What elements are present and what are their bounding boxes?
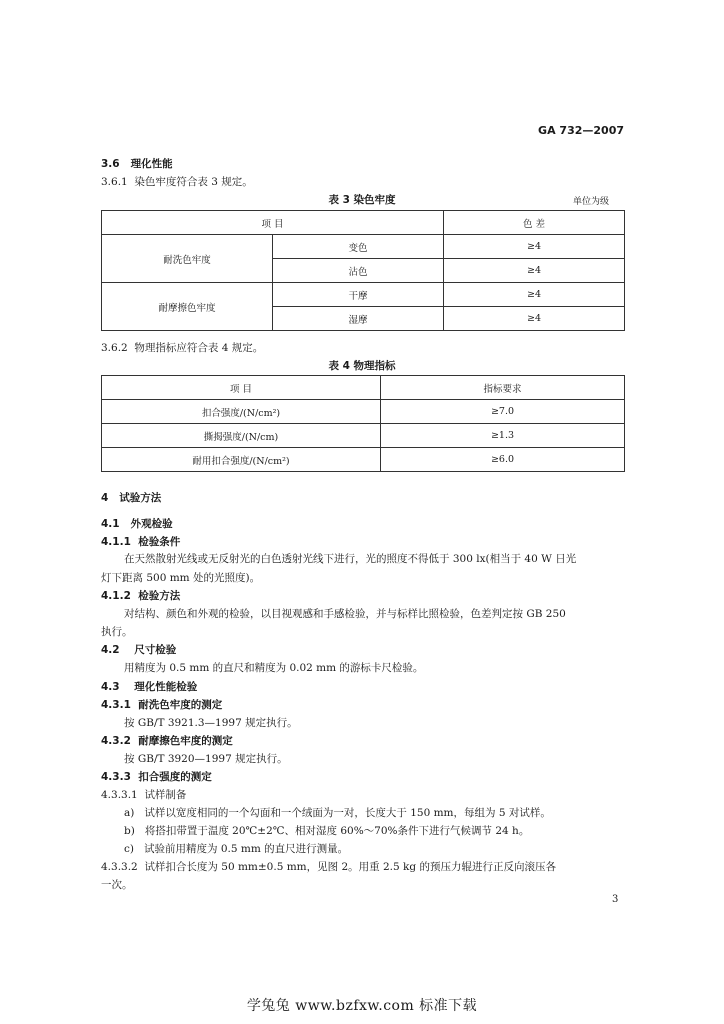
section-title: 尺寸检验	[134, 644, 177, 656]
paragraph-line	[101, 860, 556, 874]
section-heading	[101, 680, 197, 694]
table-cell: 耐用扣合强度/(N/cm²)	[102, 448, 381, 472]
table3	[101, 210, 625, 331]
paragraph	[101, 175, 253, 189]
section-number: 4.1.1	[101, 536, 131, 548]
table-cell: 变色	[273, 235, 444, 259]
section-heading	[101, 491, 161, 505]
section-number: 3.6.2	[101, 342, 128, 354]
table-cell: ≥4	[444, 259, 625, 283]
paragraph-text: 试样扣合长度为 50 mm±0.5 mm，见图 2。用重 2.5 kg 的预压力辊进行正反向滚压各	[144, 861, 556, 873]
paragraph	[101, 341, 263, 355]
section-title: 理化性能检验	[134, 681, 198, 693]
paragraph-line: 用精度为 0.5 mm 的直尺和精度为 0.02 mm 的游标卡尺检验。	[124, 662, 424, 674]
section-title: 外观检验	[130, 518, 173, 530]
table-row	[102, 400, 625, 424]
table-cell: ≥4	[444, 235, 625, 259]
table-header-cell: 项 目	[102, 211, 444, 235]
section-number: 3.6	[101, 158, 120, 170]
list-item	[124, 806, 551, 820]
list-label: b)	[124, 825, 135, 837]
paragraph-line: 按 GB/T 3920—1997 规定执行。	[124, 753, 288, 765]
table-header-row	[102, 376, 625, 400]
section-heading	[101, 517, 173, 531]
table-cell: ≥1.3	[381, 424, 625, 448]
paragraph-line: 对结构、颜色和外观的检验，以目视观感和手感检验，并与标样比照检验，色差判定按 GB 250	[124, 608, 566, 620]
table-cell: ≥7.0	[381, 400, 625, 424]
paragraph-line: 灯下距离 500 mm 处的光照度)。	[101, 572, 261, 584]
table-cell: 撕揭强度/(N/cm)	[102, 424, 381, 448]
section-heading	[101, 698, 222, 712]
list-item	[124, 824, 529, 838]
section-title: 耐洗色牢度的测定	[138, 699, 223, 711]
section-title: 耐摩擦色牢度的测定	[138, 735, 233, 747]
document-code: GA 732—2007	[538, 124, 624, 137]
section-number: 4	[101, 492, 109, 504]
table-cell: 干摩	[273, 283, 444, 307]
table-row	[102, 283, 625, 307]
section-heading	[101, 734, 233, 748]
section-title: 试验方法	[119, 492, 162, 504]
section-heading	[101, 535, 180, 549]
footer-watermark: 学兔兔 www.bzfxw.com 标准下载	[246, 998, 478, 1014]
list-label: a)	[124, 807, 135, 819]
paragraph-line: 在天然散射光线或无反射光的白色透射光线下进行，光的照度不得低于 300 lx(相当于 40 W 日光	[124, 553, 577, 565]
table-cell: ≥6.0	[381, 448, 625, 472]
section-title: 理化性能	[130, 158, 173, 170]
table4-caption: 表 4 物理指标	[328, 360, 396, 372]
table-header-cell: 色 差	[444, 211, 625, 235]
section-number: 4.1.2	[101, 590, 131, 602]
table4	[101, 375, 625, 472]
table-cell: ≥4	[444, 307, 625, 331]
section-number: 4.3.3.2	[101, 861, 138, 873]
paragraph-text: 物理指标应符合表 4 规定。	[134, 342, 264, 354]
section-number: 4.3	[101, 681, 120, 693]
table3-unit: 单位为级	[573, 197, 610, 207]
list-text: 试样以宽度相同的一个勾面和一个绒面为一对，长度大于 150 mm，每组为 5 对试样。	[144, 807, 551, 819]
section-number: 4.2	[101, 644, 120, 656]
paragraph-line: 一次。	[101, 879, 133, 891]
section-number: 3.6.1	[101, 176, 128, 188]
list-item	[124, 842, 348, 856]
list-label: c)	[124, 843, 134, 855]
table-row	[102, 424, 625, 448]
section-heading	[101, 589, 180, 603]
paragraph-line: 执行。	[101, 626, 133, 638]
section-number: 4.3.1	[101, 699, 131, 711]
table-header-cell: 指标要求	[381, 376, 625, 400]
paragraph-line: 按 GB/T 3921.3—1997 规定执行。	[124, 717, 298, 729]
table-cell: 湿摩	[273, 307, 444, 331]
section-heading	[101, 788, 186, 802]
table-cell: 耐洗色牢度	[102, 235, 273, 283]
table-cell: 沾色	[273, 259, 444, 283]
section-number: 4.3.3.1	[101, 789, 138, 801]
table-row	[102, 448, 625, 472]
table-cell: 扣合强度/(N/cm²)	[102, 400, 381, 424]
table-cell: ≥4	[444, 283, 625, 307]
section-number: 4.3.3	[101, 771, 131, 783]
page-number: 3	[612, 894, 619, 905]
section-title: 扣合强度的测定	[138, 771, 212, 783]
list-text: 将搭扣带置于温度 20℃±2℃、相对湿度 60%～70%条件下进行气候调节 24 h。	[144, 825, 530, 837]
table-header-row	[102, 211, 625, 235]
table-row	[102, 235, 625, 259]
table-cell: 耐摩擦色牢度	[102, 283, 273, 331]
section-title: 检验条件	[138, 536, 181, 548]
list-text: 试验前用精度为 0.5 mm 的直尺进行测量。	[144, 843, 349, 855]
section-heading	[101, 157, 173, 171]
section-title: 试样制备	[144, 789, 187, 801]
table3-caption: 表 3 染色牢度	[328, 194, 396, 206]
section-number: 4.1	[101, 518, 120, 530]
section-heading	[101, 643, 176, 657]
section-heading	[101, 770, 212, 784]
table-header-cell: 项 目	[102, 376, 381, 400]
section-number: 4.3.2	[101, 735, 131, 747]
section-title: 检验方法	[138, 590, 181, 602]
paragraph-text: 染色牢度符合表 3 规定。	[134, 176, 253, 188]
